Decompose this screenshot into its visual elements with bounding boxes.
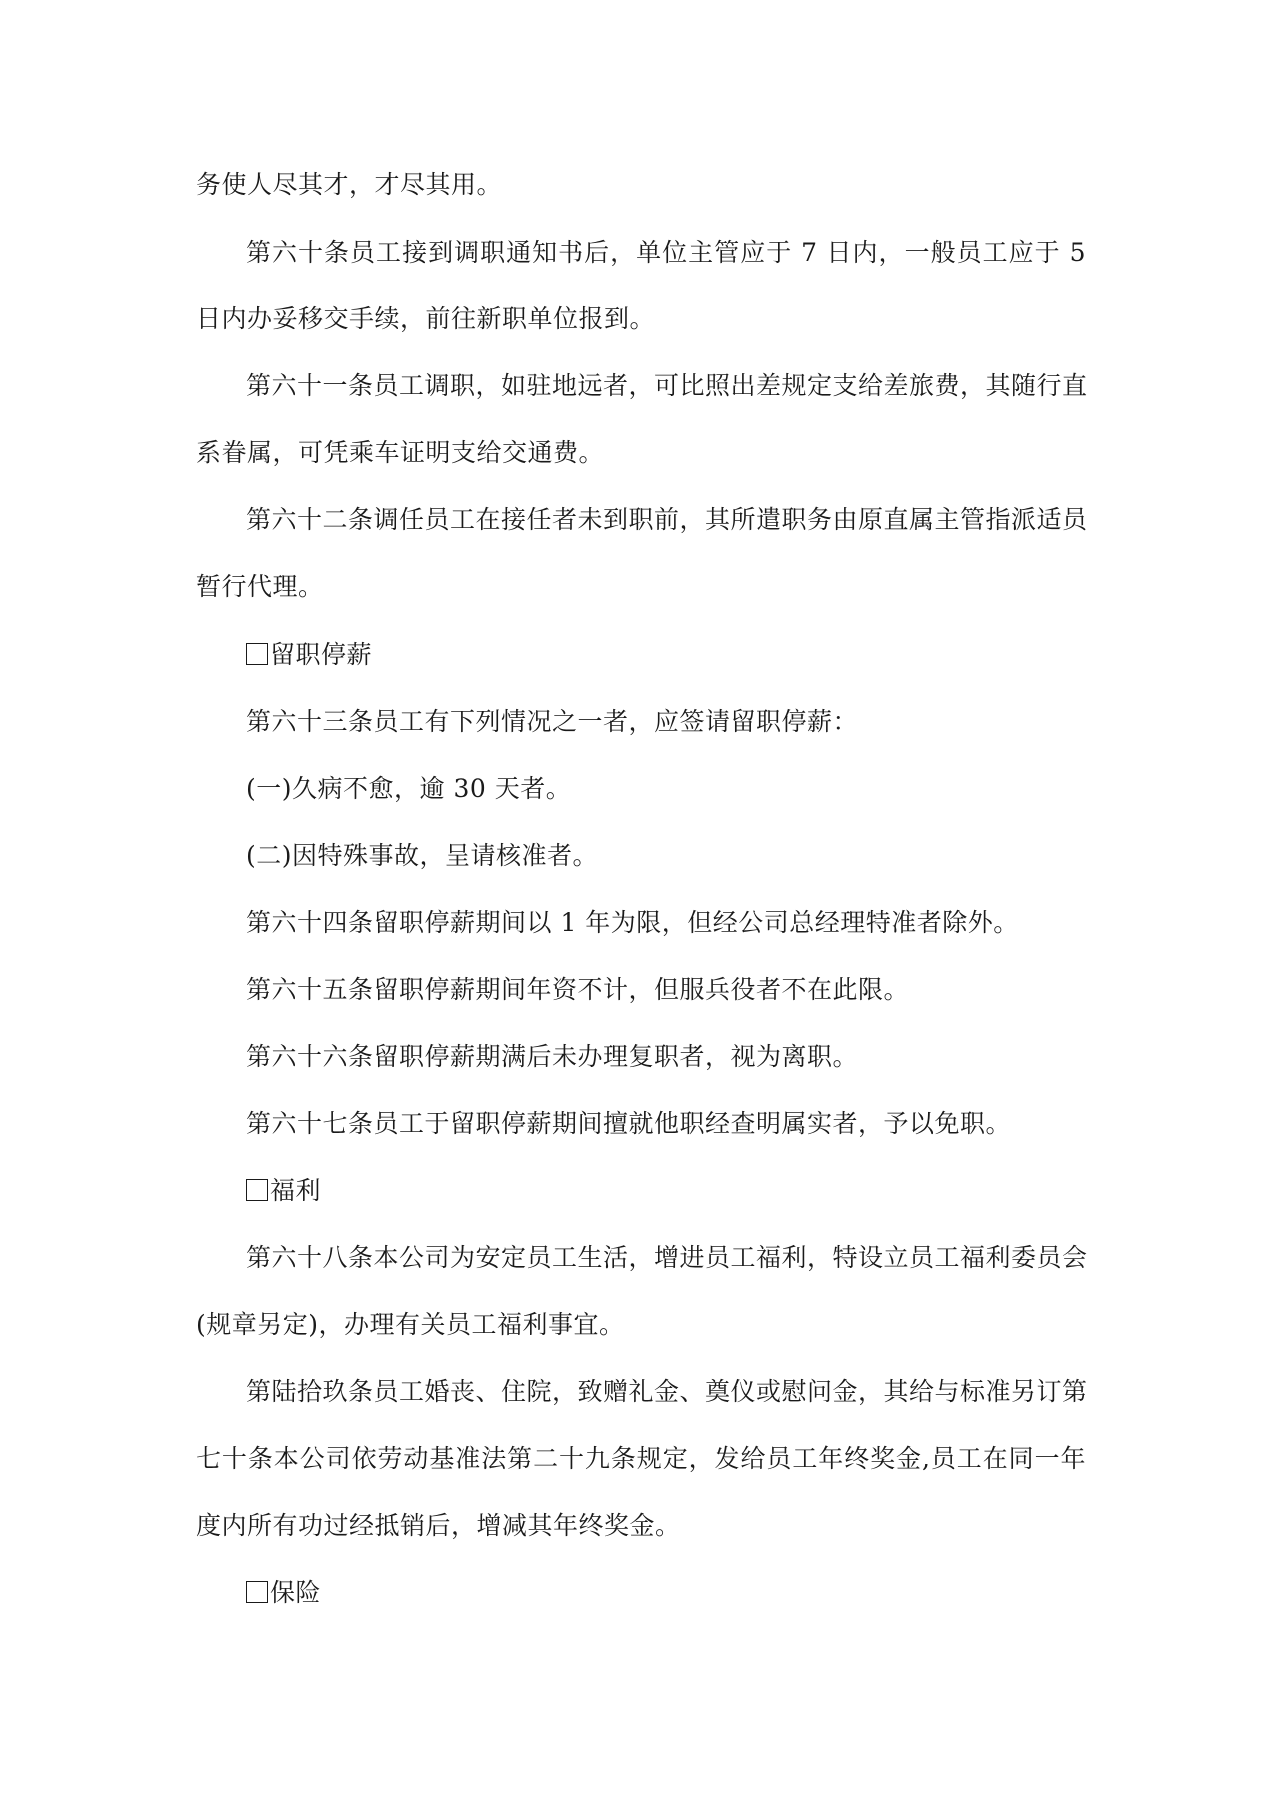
article-61-line-2: 系眷属，可凭乘车证明支给交通费。: [196, 438, 605, 467]
article-70-line-1: 七十条本公司依劳动基准法第二十九条规定，发给员工年终奖金,员工在同一年: [196, 1444, 1086, 1473]
checkbox-square-icon: [246, 1581, 268, 1603]
article-68-line-2: (规章另定)，办理有关员工福利事宜。: [196, 1310, 625, 1339]
article-62-line-1: 第六十二条调任员工在接任者未到职前，其所遣职务由原直属主管指派适员: [246, 505, 1088, 534]
article-63-line: 第六十三条员工有下列情况之一者，应签请留职停薪：: [246, 707, 859, 736]
article-70-line-2: 度内所有功过经抵销后，增减其年终奖金。: [196, 1511, 681, 1540]
article-67-line: 第六十七条员工于留职停薪期间擅就他职经查明属实者，予以免职。: [246, 1109, 1012, 1138]
article-60-line-1: 第六十条员工接到调职通知书后，单位主管应于 7 日内，一般员工应于 5: [246, 238, 1086, 267]
list-item-1: (一)久病不愈，逾 30 天者。: [246, 774, 572, 803]
article-64-line: 第六十四条留职停薪期间以 1 年为限，但经公司总经理特准者除外。: [246, 908, 1019, 937]
section-heading-insurance: 保险: [246, 1576, 321, 1610]
section-heading-leave: 留职停薪: [246, 638, 372, 672]
checkbox-square-icon: [246, 1179, 268, 1201]
article-65-line: 第六十五条留职停薪期间年资不计，但服兵役者不在此限。: [246, 975, 910, 1004]
checkbox-square-icon: [246, 643, 268, 665]
article-69-line-1: 第陆拾玖条员工婚丧、住院，致赠礼金、奠仪或慰问金，其给与标准另订第: [246, 1377, 1088, 1406]
article-68-line-1: 第六十八条本公司为安定员工生活，增进员工福利，特设立员工福利委员会: [246, 1243, 1088, 1272]
paragraph-line: 务使人尽其才，才尽其用。: [196, 170, 503, 199]
article-61-line-1: 第六十一条员工调职，如驻地远者，可比照出差规定支给差旅费，其随行直: [246, 371, 1088, 400]
article-62-line-2: 暂行代理。: [196, 572, 324, 601]
article-60-line-2: 日内办妥移交手续，前往新职单位报到。: [196, 304, 656, 333]
article-66-line: 第六十六条留职停薪期满后未办理复职者，视为离职。: [246, 1042, 859, 1071]
section-heading-welfare: 福利: [246, 1174, 321, 1208]
list-item-2: (二)因特殊事故，呈请核准者。: [246, 841, 599, 870]
